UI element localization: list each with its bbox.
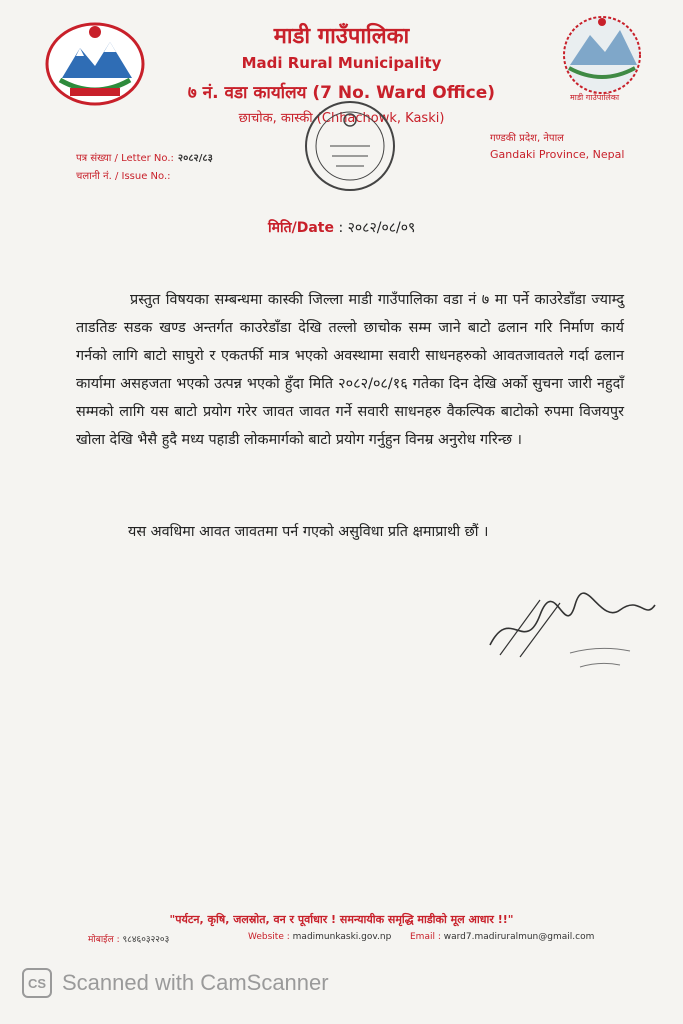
letter-number	[76, 150, 213, 164]
letter-number-value: २०८२/८३	[177, 153, 213, 164]
mobile-value: ९८४६०३२२०३	[122, 935, 170, 945]
issue-number-label: चलानी नं. / Issue No.:	[76, 171, 171, 182]
footer-mobile	[88, 932, 169, 945]
date-value: : २०८२/०८/०९	[338, 220, 416, 236]
province-np: गण्डकी प्रदेश, नेपाल	[490, 133, 564, 144]
office-seal-icon	[300, 96, 400, 196]
right-logo-caption: माडी गाउँपालिका	[570, 93, 620, 102]
footer-motto: "पर्यटन, कृषि, जलस्रोत, वन र पूर्वाधार ! समन्यायीक समृद्धि माडीको मूल आधार !!"	[169, 913, 514, 926]
notice-paragraph: प्रस्तुत विषयका सम्बन्धमा कास्की जिल्ला माडी गाउँपालिका वडा नं ७ मा पर्ने काउरेडाँडा ज्याम्दु ताडतिङ सडक खण्ड अन्तर्गत काउरेडाँडा देखि तल्लो छाचोक सम्म जाने बाटो ढलान गरि निर्माण कार्य गर्नको लागि बाटो साघुरो र एकतर्फी मात्र भएको अवस्थामा सवारी साधनहरुको आवतजावतले गर्दा ढलान कार्यामा असहजता भएको उत्पन्न भएको हुँदा मिति २०८२/०८/१६ गतेका दिन देखि अर्को सुचना जारी नहुदाँ सम्मको लागि यस बाटो प्रयोग गरेर जावत जावत गर्ने सवारी साधनहरु वैकल्पिक बाटोको रुपमा विजयपुर खोला देखि भैसै हुदै मध्य पहाडी लोकमार्गको बाटो प्रयोग गर्नुहुन विनम्र अनुरोध गरिन्छ ।	[76, 292, 624, 448]
office-location: छाचोक, कास्की (Chhachowk, Kaski)	[238, 111, 445, 126]
ward-office-title: ७ नं. वडा कार्यालय (7 No. Ward Office)	[187, 83, 496, 103]
municipality-title-en: Madi Rural Municipality	[241, 54, 442, 72]
camscanner-label: Scanned with CamScanner	[62, 970, 329, 995]
municipality-title-np: माडी गाउँपालिका	[273, 24, 410, 49]
mobile-label: मोबाईल :	[88, 935, 120, 945]
province-en: Gandaki Province, Nepal	[490, 148, 625, 161]
email-link[interactable]: ward7.madiruralmun@gmail.com	[443, 932, 595, 942]
letter-date	[268, 218, 415, 237]
email-label: Email :	[410, 932, 441, 942]
apology-paragraph: यस अवधिमा आवत जावतमा पर्न गएको असुविधा प्रति क्षमाप्राथी छौं ।	[128, 524, 489, 540]
camscanner-watermark	[22, 968, 329, 998]
signature-icon	[480, 585, 660, 675]
footer-website	[248, 932, 391, 942]
footer-email	[410, 932, 594, 942]
camscanner-logo-icon: CS	[22, 968, 52, 998]
date-label: मिति/Date	[268, 220, 334, 236]
website-link[interactable]: madimunkaski.gov.np	[292, 932, 392, 942]
website-label: Website :	[248, 932, 290, 942]
issue-number	[76, 168, 175, 182]
letter-number-label: पत्र संख्या / Letter No.:	[76, 153, 174, 164]
